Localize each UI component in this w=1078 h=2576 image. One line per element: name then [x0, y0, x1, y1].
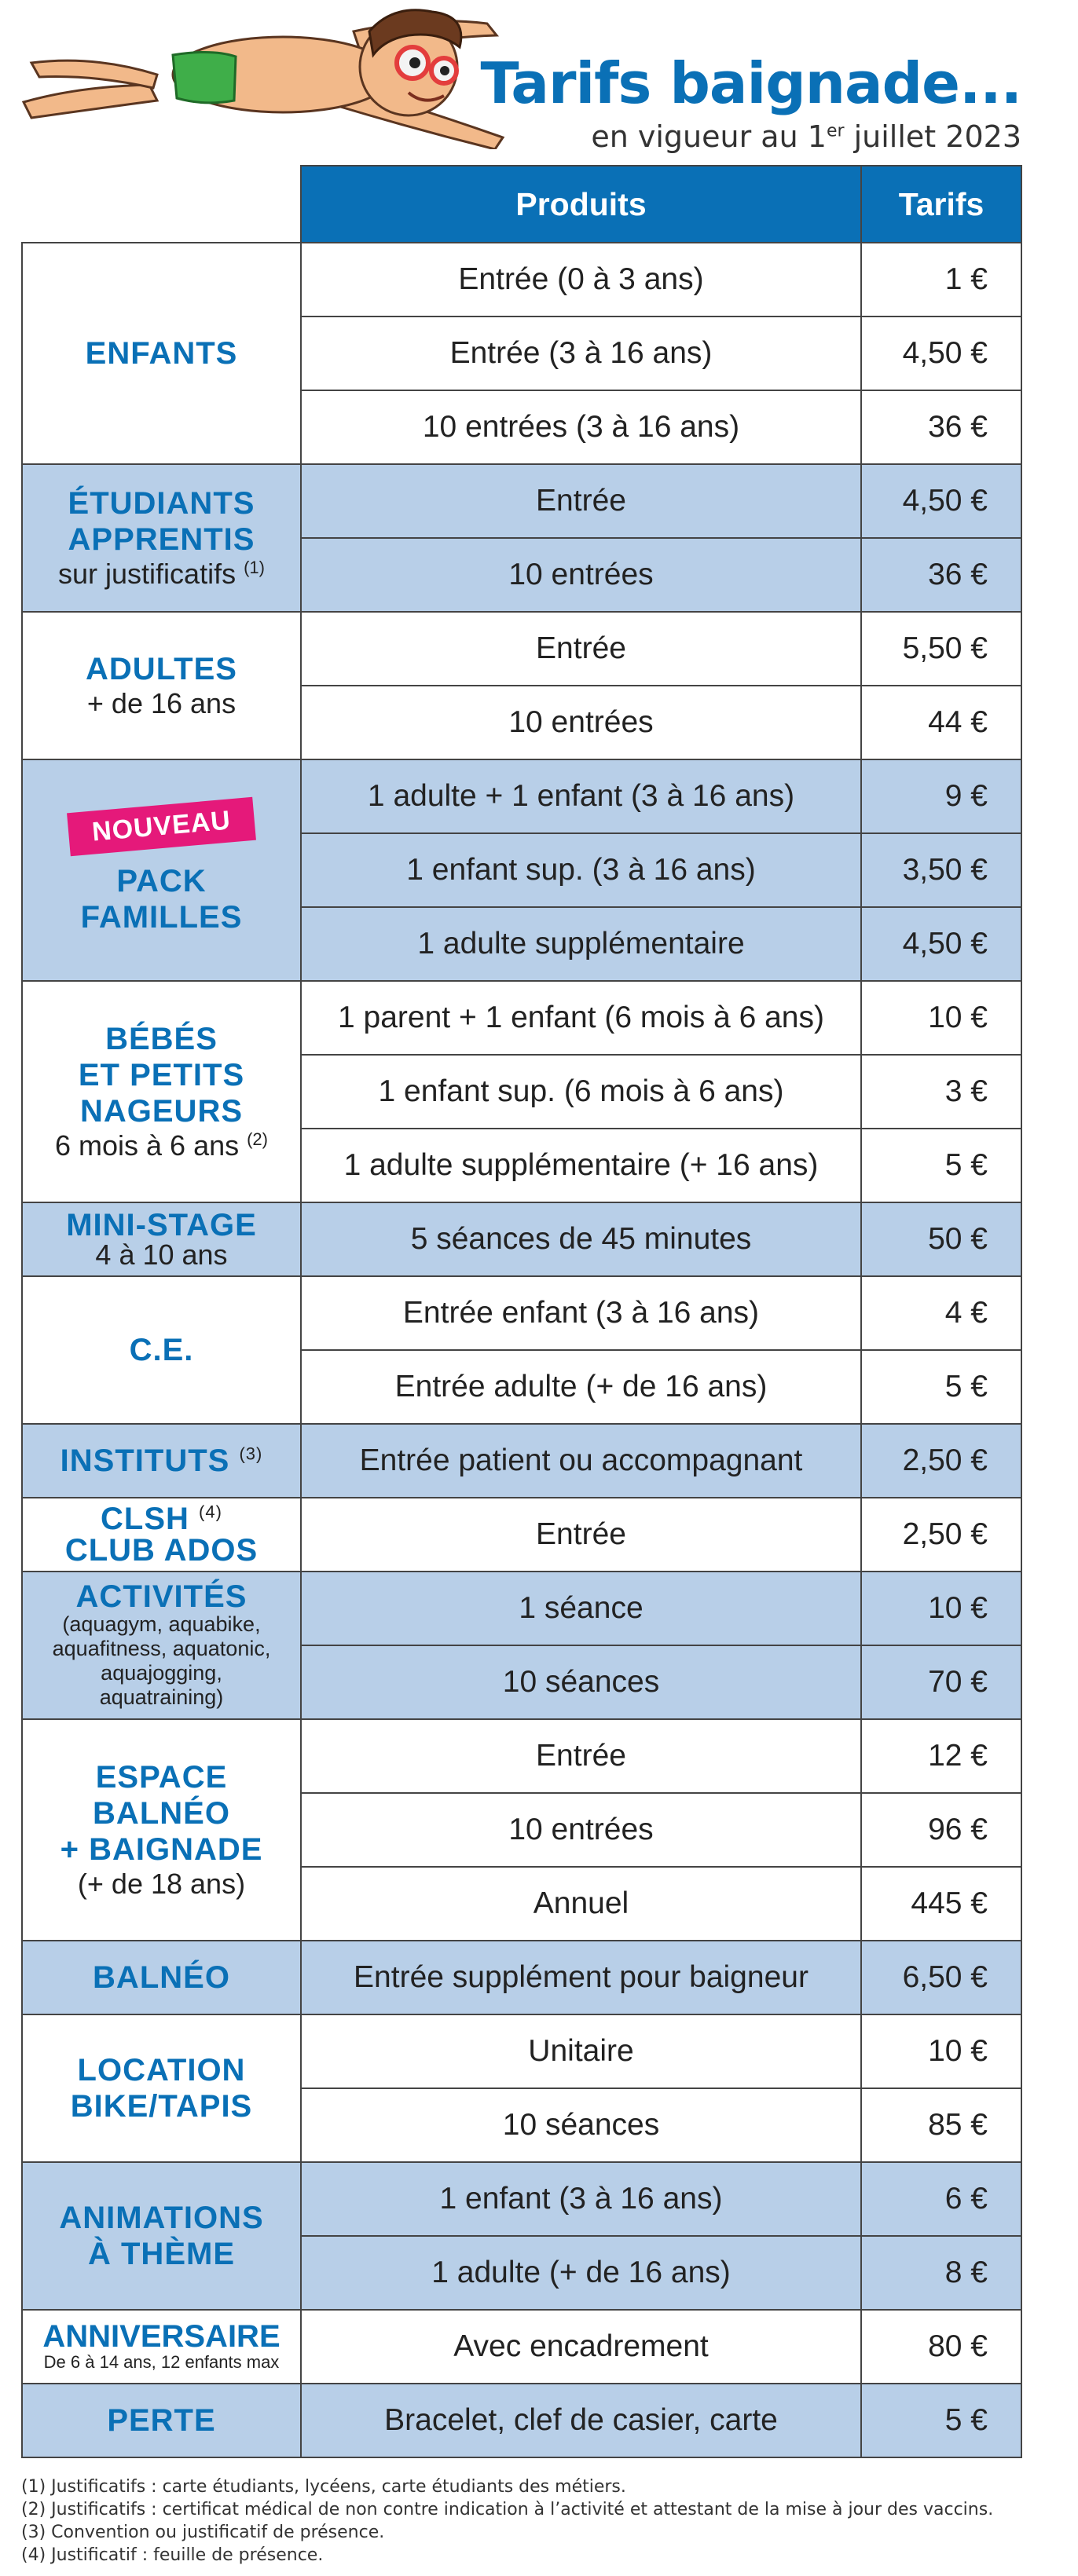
product-cell: Entrée adulte (+ de 16 ans) [301, 1350, 861, 1424]
price-cell: 5 € [861, 1129, 1021, 1202]
product-cell: Entrée enfant (3 à 16 ans) [301, 1276, 861, 1350]
table-row [22, 1424, 1021, 1498]
table-row [22, 1941, 1021, 2014]
price-cell: 80 € [861, 2310, 1021, 2384]
price-cell: 96 € [861, 1793, 1021, 1867]
swimming-boy-illustration [16, 0, 526, 149]
product-cell: Avec encadrement [301, 2310, 861, 2384]
price-cell: 6 € [861, 2162, 1021, 2236]
page-header [0, 0, 1078, 165]
category-anniversaire: ANNIVERSAIRE De 6 à 14 ans, 12 enfants max [22, 2310, 301, 2384]
product-cell: Entrée supplément pour baigneur [301, 1941, 861, 2014]
price-cell: 5 € [861, 2384, 1021, 2457]
product-cell: 1 adulte supplémentaire (+ 16 ans) [301, 1129, 861, 1202]
table-row [22, 1572, 1021, 1645]
table-row [22, 243, 1021, 317]
product-cell: Entrée [301, 464, 861, 538]
product-cell: 1 séance [301, 1572, 861, 1645]
product-cell: Entrée [301, 1719, 861, 1793]
price-cell: 8 € [861, 2236, 1021, 2310]
product-cell: 1 parent + 1 enfant (6 mois à 6 ans) [301, 981, 861, 1055]
category-balneo: BALNÉO [22, 1941, 301, 2014]
price-cell: 4,50 € [861, 464, 1021, 538]
price-cell: 5 € [861, 1350, 1021, 1424]
price-cell: 5,50 € [861, 612, 1021, 686]
price-cell: 3,50 € [861, 833, 1021, 907]
price-cell: 10 € [861, 2014, 1021, 2088]
price-cell: 85 € [861, 2088, 1021, 2162]
table-row [22, 2014, 1021, 2088]
footnote: (1) Justificatifs : carte étudiants, lycéens, carte étudiants des métiers. [21, 2477, 626, 2497]
price-table [21, 165, 1022, 2458]
new-badge: NOUVEAU [67, 797, 256, 857]
category-pack-familles: NOUVEAU PACK FAMILLES [22, 759, 301, 981]
footnote: (4) Justificatif : feuille de présence. [21, 2545, 324, 2565]
price-cell: 2,50 € [861, 1424, 1021, 1498]
price-cell: 36 € [861, 538, 1021, 612]
category-animations: ANIMATIONS À THÈME [22, 2162, 301, 2310]
price-cell: 4,50 € [861, 317, 1021, 390]
column-header-products: Produits [301, 166, 861, 243]
product-cell: 1 adulte + 1 enfant (3 à 16 ans) [301, 759, 861, 833]
page-subtitle: en vigueur au 1er juillet 2023 [591, 119, 1021, 154]
product-cell: 5 séances de 45 minutes [301, 1202, 861, 1276]
product-cell: 10 entrées [301, 538, 861, 612]
category-etudiants: ÉTUDIANTS APPRENTIS sur justificatifs $^{(1)}$ [22, 464, 301, 612]
price-cell: 3 € [861, 1055, 1021, 1129]
product-cell: Bracelet, clef de casier, carte [301, 2384, 861, 2457]
category-clsh-club-ados: CLSH $^{(4)}$ CLUB ADOS [22, 1498, 301, 1572]
table-row [22, 2162, 1021, 2236]
category-espace-balneo: ESPACE BALNÉO + BAIGNADE (+ de 18 ans) [22, 1719, 301, 1941]
table-row [22, 1719, 1021, 1793]
footnote: (2) Justificatifs : certificat médical de non contre indication à l’activité et attestant de la mise à jour des vaccins. [21, 2500, 994, 2519]
footnotes [21, 2475, 993, 2567]
table-row [22, 981, 1021, 1055]
category-instituts: INSTITUTS $^{(3)}$ [22, 1424, 301, 1498]
product-cell: 10 entrées [301, 1793, 861, 1867]
price-cell: 36 € [861, 390, 1021, 464]
category-activites: ACTIVITÉS (aquagym, aquabike, aquafitness, aquatonic, aquajogging, aquatraining) [22, 1572, 301, 1719]
table-row [22, 464, 1021, 538]
table-row [22, 759, 1021, 833]
column-header-tarifs: Tarifs [861, 166, 1021, 243]
product-cell: 10 entrées (3 à 16 ans) [301, 390, 861, 464]
price-cell: 4,50 € [861, 907, 1021, 981]
category-location: LOCATION BIKE/TAPIS [22, 2014, 301, 2162]
product-cell: 1 enfant sup. (6 mois à 6 ans) [301, 1055, 861, 1129]
price-cell: 445 € [861, 1867, 1021, 1941]
table-row [22, 1202, 1021, 1276]
price-cell: 9 € [861, 759, 1021, 833]
product-cell: Entrée (0 à 3 ans) [301, 243, 861, 317]
price-cell: 2,50 € [861, 1498, 1021, 1572]
product-cell: 1 adulte supplémentaire [301, 907, 861, 981]
product-cell: Entrée [301, 612, 861, 686]
product-cell: 10 entrées [301, 686, 861, 759]
price-cell: 44 € [861, 686, 1021, 759]
product-cell: Annuel [301, 1867, 861, 1941]
product-cell: 1 enfant sup. (3 à 16 ans) [301, 833, 861, 907]
product-cell: 1 enfant (3 à 16 ans) [301, 2162, 861, 2236]
product-cell: Entrée (3 à 16 ans) [301, 317, 861, 390]
footnote: (3) Convention ou justificatif de présence. [21, 2523, 385, 2542]
table-header-row [22, 166, 1021, 243]
category-bebes-nageurs: BÉBÉS ET PETITS NAGEURS 6 mois à 6 ans $^{(2)}$ [22, 981, 301, 1202]
product-cell: 10 séances [301, 1645, 861, 1719]
product-cell: Entrée patient ou accompagnant [301, 1424, 861, 1498]
header-blank-cell [22, 166, 301, 243]
category-mini-stage: MINI-STAGE 4 à 10 ans [22, 1202, 301, 1276]
table-row [22, 2384, 1021, 2457]
category-adultes: ADULTES + de 16 ans [22, 612, 301, 759]
category-ce: C.E. [22, 1276, 301, 1424]
price-cell: 6,50 € [861, 1941, 1021, 2014]
table-row [22, 2310, 1021, 2384]
table-row [22, 1498, 1021, 1572]
price-cell: 4 € [861, 1276, 1021, 1350]
product-cell: 1 adulte (+ de 16 ans) [301, 2236, 861, 2310]
product-cell: Unitaire [301, 2014, 861, 2088]
price-cell: 10 € [861, 981, 1021, 1055]
product-cell: Entrée [301, 1498, 861, 1572]
price-cell: 12 € [861, 1719, 1021, 1793]
category-enfants: ENFANTS [22, 243, 301, 464]
price-cell: 70 € [861, 1645, 1021, 1719]
table-row [22, 1276, 1021, 1350]
price-cell: 10 € [861, 1572, 1021, 1645]
category-perte: PERTE [22, 2384, 301, 2457]
page-title: Tarifs baignade... [480, 50, 1021, 116]
price-cell: 1 € [861, 243, 1021, 317]
price-cell: 50 € [861, 1202, 1021, 1276]
product-cell: 10 séances [301, 2088, 861, 2162]
table-row [22, 612, 1021, 686]
